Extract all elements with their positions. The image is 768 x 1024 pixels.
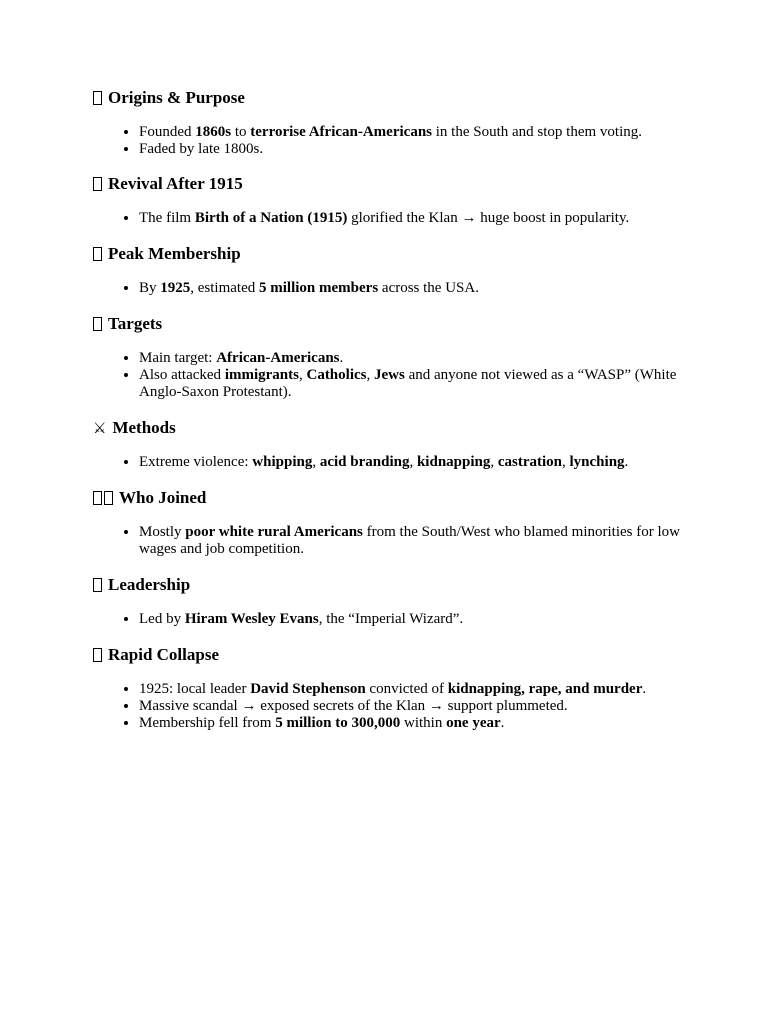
- bold-text: 5 million to 300,000: [275, 715, 401, 731]
- bold-text: 1925: [160, 280, 191, 296]
- text-run: Also attacked: [139, 367, 225, 383]
- bold-text: acid branding: [319, 454, 410, 470]
- bullet-list: [113, 681, 699, 732]
- list-item: [139, 611, 699, 628]
- text-run: .: [339, 350, 344, 366]
- section-heading: [93, 575, 190, 595]
- text-run: within: [400, 715, 447, 731]
- bold-text: Hiram Wesley Evans: [184, 611, 319, 627]
- text-run: ,: [409, 454, 417, 470]
- bullet-list: [113, 454, 699, 471]
- heading-text: Rapid Collapse: [108, 645, 219, 664]
- crossed-swords-icon: ⚔: [93, 419, 107, 437]
- bold-text: one year: [446, 715, 501, 731]
- heading-text: Who Joined: [119, 488, 207, 507]
- missing-glyph-icon: [93, 578, 102, 592]
- text-run: Led by: [139, 611, 185, 627]
- bullet-list: [113, 611, 699, 628]
- section-heading: [93, 88, 245, 108]
- text-run: Faded by late 1800s.: [139, 141, 264, 157]
- bold-text: lynching: [569, 454, 625, 470]
- text-run: By: [139, 280, 161, 296]
- bold-text: 1860s: [195, 124, 232, 140]
- section-heading: [93, 174, 243, 194]
- missing-glyph-icon: [93, 491, 102, 505]
- list-item: [139, 210, 699, 227]
- text-run: .: [642, 681, 647, 697]
- heading-text: Revival After 1915: [108, 174, 243, 193]
- bold-text: kidnapping: [416, 454, 491, 470]
- text-run: glorified the Klan → huge boost in popularity.: [347, 210, 630, 226]
- list-item: [139, 367, 699, 401]
- heading-text: Methods: [112, 418, 176, 437]
- missing-glyph-icon: [93, 317, 102, 331]
- text-run: ,: [562, 454, 570, 470]
- heading-text: Leadership: [108, 575, 191, 594]
- list-item: [139, 698, 699, 715]
- list-item: [139, 141, 699, 158]
- heading-text: Origins & Purpose: [108, 88, 245, 107]
- text-run: across the USA.: [378, 280, 479, 296]
- bullet-list: [113, 350, 699, 401]
- list-item: [139, 124, 699, 141]
- bullet-list: [113, 524, 699, 558]
- text-run: ,: [298, 367, 307, 383]
- list-item: [139, 350, 699, 367]
- missing-glyph-icon: [93, 648, 102, 662]
- missing-glyph-icon: [93, 91, 102, 105]
- list-item: [139, 681, 699, 698]
- bold-text: Catholics: [306, 367, 367, 383]
- text-run: Extreme violence:: [139, 454, 253, 470]
- text-run: Massive scandal → exposed secrets of the Klan → support plummeted.: [139, 698, 568, 714]
- bold-text: Birth of a Nation (1915): [194, 210, 348, 226]
- text-run: The film: [139, 210, 195, 226]
- missing-glyph-icon: [93, 247, 102, 261]
- bullet-list: [113, 280, 699, 297]
- heading-text: Peak Membership: [108, 244, 241, 263]
- section-heading: [93, 244, 241, 264]
- text-run: to: [231, 124, 251, 140]
- bold-text: whipping: [252, 454, 313, 470]
- bold-text: 5 million members: [259, 280, 379, 296]
- section-heading: [93, 488, 206, 508]
- text-run: in the South and stop them voting.: [432, 124, 643, 140]
- text-run: Mostly: [139, 524, 186, 540]
- bold-text: Jews: [373, 367, 405, 383]
- text-run: ,: [490, 454, 498, 470]
- heading-text: Targets: [108, 314, 163, 333]
- text-run: ,: [312, 454, 320, 470]
- bold-text: African-Americans: [216, 350, 340, 366]
- bold-text: castration: [497, 454, 563, 470]
- text-run: Founded: [139, 124, 196, 140]
- text-run: , estimated: [190, 280, 259, 296]
- text-run: ,: [366, 367, 374, 383]
- text-run: .: [624, 454, 629, 470]
- bullet-list: [113, 124, 699, 158]
- bullet-list: [113, 210, 699, 227]
- list-item: [139, 280, 699, 297]
- list-item: [139, 454, 699, 471]
- bold-text: poor white rural Americans: [185, 524, 363, 540]
- list-item: [139, 524, 699, 558]
- text-run: and anyone not viewed as a “WASP” (White Anglo-Saxon Protestant).: [139, 367, 677, 400]
- section-heading: [93, 418, 176, 438]
- text-run: Main target:: [139, 350, 217, 366]
- missing-glyph-icon: [104, 491, 113, 505]
- text-run: , the “Imperial Wizard”.: [318, 611, 464, 627]
- bold-text: terrorise African-Americans: [250, 124, 433, 140]
- bold-text: David Stephenson: [250, 681, 366, 697]
- text-run: from the South/West who blamed minorities for low wages and job competition.: [139, 524, 680, 557]
- section-heading: [93, 645, 219, 665]
- list-item: [139, 715, 699, 732]
- text-run: Membership fell from: [139, 715, 276, 731]
- text-run: .: [500, 715, 505, 731]
- missing-glyph-icon: [93, 177, 102, 191]
- bold-text: immigrants: [224, 367, 299, 383]
- bold-text: kidnapping, rape, and murder: [447, 681, 643, 697]
- text-run: 1925: local leader: [139, 681, 251, 697]
- section-heading: [93, 314, 162, 334]
- text-run: convicted of: [365, 681, 448, 697]
